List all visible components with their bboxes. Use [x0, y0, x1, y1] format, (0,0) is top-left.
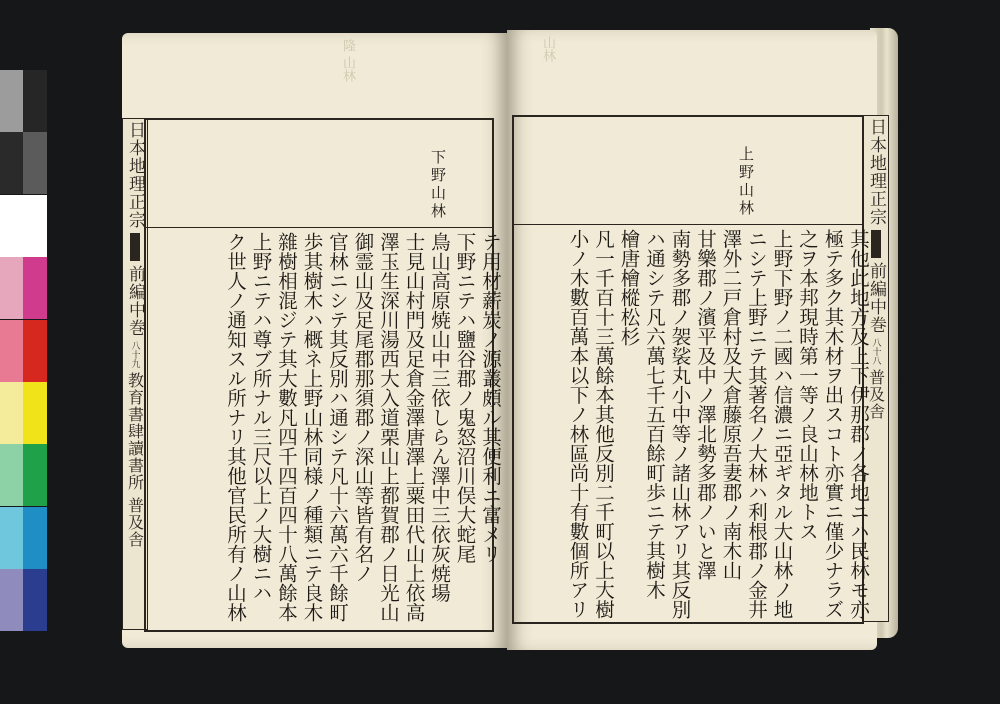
text-column: 澤玉生深川湯西大入道栗山上都賀郡ノ日光山 — [377, 232, 400, 622]
text-column: 凡一千百十三萬餘本其他反別二千町以上大樹 — [592, 229, 615, 619]
color-swatch — [23, 70, 47, 132]
spine-volume: 前編中巻 — [125, 265, 145, 337]
color-swatch — [23, 320, 47, 382]
header-rule — [514, 224, 862, 225]
color-swatch — [23, 569, 47, 631]
text-column: 歩其樹木ハ概ネ上野山林同様ノ種類ニテ良木 — [300, 232, 324, 622]
section-title: 下野山林 — [429, 149, 447, 221]
text-column: 下野ニテハ鹽谷郡ノ鬼怒沼川俣大蛇尾 — [453, 232, 477, 564]
text-column: 澤外二戸倉村及大倉藤原吾妻郡ノ南木山 — [719, 229, 743, 580]
text-column: ニシテ上野ニテ其著名ノ大林ハ利根郡ノ金井 — [745, 229, 768, 619]
text-column: 其他此地方及上下伊那郡ノ各地ニハ民林モ亦 — [847, 229, 870, 619]
text-column: 小ノ木數百萬本以下ノ林區尚十有數個所アリ — [566, 229, 590, 619]
spine-page-number: 八十九 — [129, 341, 140, 368]
spine-title: 日本地理正宗 — [125, 121, 145, 229]
bleed-through-text: 隆 山林 — [340, 39, 355, 83]
text-columns — [223, 232, 504, 644]
text-column: 上野ニテハ尊ブ所ナル三尺以上ノ大樹ニハ — [249, 232, 273, 603]
text-column: テ用材薪炭ノ源叢頗ル其便利ニ富メリ — [479, 232, 502, 564]
text-column: 上野下野ノ二國ハ信濃ニ亞ギタル大山林ノ地 — [770, 229, 794, 619]
text-column: 雜樹相混ジテ其大數凡四千四百四十八萬餘本 — [275, 232, 298, 622]
text-column: 甘樂郡ノ濱平及中ノ澤北勢多郡ノいと澤 — [694, 229, 717, 580]
color-swatch — [0, 70, 23, 132]
text-column: 檜唐檜樅松杉 — [617, 229, 641, 346]
text-column: 極テ多ク其木材ヲ出スコト亦實ニ僅少ナラズ — [821, 229, 845, 619]
color-swatch — [0, 569, 23, 631]
color-swatch — [23, 507, 47, 569]
color-swatch — [0, 195, 23, 257]
text-column: ク世人ノ通知スル所ナリ其他官民所有ノ山林 — [224, 232, 247, 622]
color-swatch — [23, 444, 47, 506]
header-rule — [146, 227, 492, 228]
text-column: 官林ニシテ其反別ハ通シテ凡十六萬六千餘町 — [326, 232, 349, 622]
spine-page-number: 八十八 — [870, 338, 881, 365]
spine-publisher: 教育書肆讀書所 普及舎 — [125, 372, 145, 549]
section-title: 上野山林 — [737, 146, 755, 218]
text-column: 南勢多郡ノ袈裟丸小中等ノ諸山林アリ其反別 — [668, 229, 692, 619]
text-column: 之ヲ本邦現時第一等ノ良山林地トス — [796, 229, 819, 541]
bleed-through-text: 山林 — [540, 36, 555, 62]
spine-title: 日本地理正宗 — [866, 118, 886, 226]
color-swatch — [0, 320, 23, 382]
color-swatch — [0, 507, 23, 569]
text-column: 御霊山及足尾郡那須郡ノ深山等皆有名ノ — [351, 232, 375, 583]
color-swatch — [0, 257, 23, 319]
color-swatch — [0, 132, 23, 194]
left-page — [122, 33, 507, 648]
spine-divider — [871, 230, 881, 258]
color-swatch — [23, 195, 47, 257]
text-columns — [565, 229, 871, 646]
spine-divider — [130, 233, 140, 261]
spine-publisher: 普及舎 — [866, 369, 886, 420]
color-swatch — [23, 257, 47, 319]
text-column: 鳥山高原焼山中三依しらん澤中三依灰焼場 — [428, 232, 451, 603]
text-column: 士見山村門及足倉金澤唐澤上粟田代山上依高 — [402, 232, 426, 622]
right-page — [507, 30, 886, 650]
text-column: ハ通シテ凡六萬七千五百餘町歩ニテ其樹木 — [643, 229, 666, 600]
color-swatch — [23, 382, 47, 444]
spine-volume: 前編中巻 — [866, 262, 886, 334]
color-swatch — [23, 132, 47, 194]
color-calibration-chart — [0, 70, 47, 632]
color-swatch — [0, 382, 23, 444]
color-swatch — [0, 444, 23, 506]
